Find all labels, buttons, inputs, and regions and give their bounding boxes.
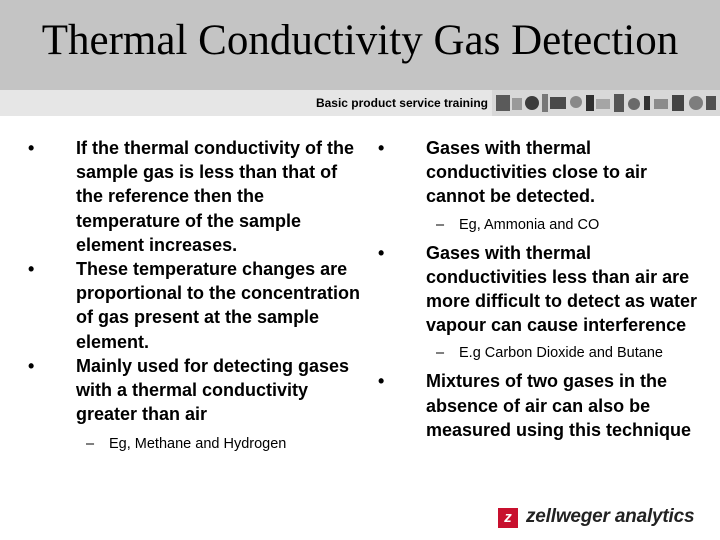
logo-mark-icon: z: [498, 508, 518, 528]
sub-bullet-item: – Eg, Methane and Hydrogen: [86, 436, 287, 453]
sub-bullet-item: – E.g Carbon Dioxide and Butane: [436, 345, 663, 362]
bullet-item: • If the thermal conductivity of the sample gas is less than that of the reference then the temperature of the sample element increases.: [28, 138, 355, 255]
bullet-item: • Gases with thermal conductivities less than air are more difficult to detect as water vapour can cause interference: [378, 242, 698, 336]
right-column: [378, 136, 708, 442]
logo-wordmark: zellweger analytics: [526, 506, 695, 527]
sub-bullet-item: – Eg, Ammonia and CO: [436, 216, 600, 233]
bullet-item: • Gases with thermal conductivities close to air cannot be detected.: [378, 138, 648, 207]
bullet-item: • These temperature changes are proportional to the concentration of gas present at the sample element.: [28, 259, 360, 352]
product-image-strip: [492, 90, 720, 116]
left-column: [28, 136, 368, 454]
bullet-item: • Mainly used for detecting gases with a thermal conductivity greater than air: [28, 355, 350, 425]
slide-title: Thermal Conductivity Gas Detection: [41, 17, 679, 64]
slide-subtitle: Basic product service training: [315, 96, 488, 110]
bullet-item: • Mixtures of two gases in the absence of air can also be measured using this technique: [378, 371, 692, 440]
